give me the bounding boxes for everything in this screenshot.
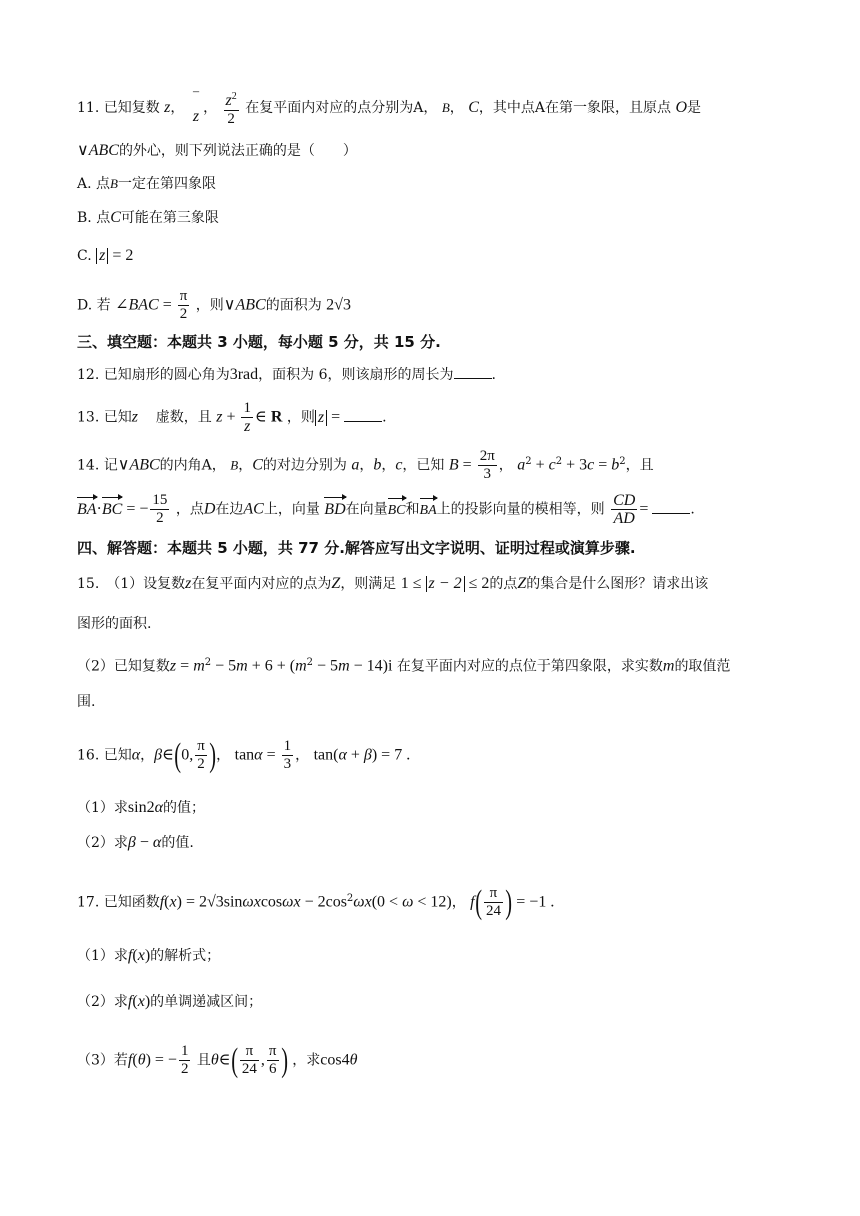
q12: 12. 已知扇形的圆心角为3rad，面积为 6，则该扇形的周长为 . [77, 366, 496, 383]
q15-part2-line2: 围. [77, 694, 96, 710]
q11-option-b: B. 点C可能在第三象限 [77, 209, 219, 226]
q11-option-d: D. 若 ∠BAC = $\frac{\pi}{2}$ ，则∨ABC的面积为 2√3 [77, 288, 351, 322]
q14-line1: 14. 记∨ABC的内角A， B，C的对边分别为 a，b，c，已知 B = $\frac{2\pi}{3}$ ， $a^2 + c^2 + 3c = b^2$，且 [77, 448, 654, 482]
section-4-heading: 四、解答题：本题共 5 小题，共 77 分.解答应写出文字说明、证明过程或演算步骤. [77, 539, 636, 557]
q17-part1: （1）求f(x)的解析式； [77, 947, 221, 964]
q15-part1-line1: 15. （1）设复数z在复平面内对应的点为Z，则满足 1 ≤ z − 2 ≤ 2的点Z的集合是什么图形？请求出该 [77, 575, 709, 592]
q11-option-a: A. 点B一定在第四象限 [77, 176, 216, 192]
q13: 13. 已知z 虚数，且 z + $\frac{1}{z}$ ∈ R ，则 z = . [77, 400, 387, 435]
q15-part2-line1: （2）已知复数$z = m^2 - 5m + 6 + (m^2 - 5m - 14)i$ 在复平面内对应的点位于第四象限，求实数m的取值范 [77, 657, 731, 675]
q11-line1: 11. 已知复数 z， ‾ z ， $\frac{z^2}{2}$ 在复平面内对应的点分别为A， B， C，其中点A在第一象限，且原点 O是 [77, 88, 800, 128]
q17-part2: （2）求f(x)的单调递减区间； [77, 993, 263, 1010]
q14-line2: BA·BC = − $\frac{15}{2}$ ，点D在边AC上，向量 BD在向量BC和BA上的投影向量的模相等，则 $\frac{CD}{AD}$ = . [77, 492, 695, 527]
section-3-heading: 三、填空题：本题共 3 小题，每小题 5 分，共 15 分. [77, 333, 441, 351]
q16-stem: 16. 已知α，β∈(0, $\frac{\pi}{2}$ )， tanα = $\frac{1}{3}$ ， tan(α + β) = 7 . [77, 736, 411, 774]
q17-part3: （3）若f(θ) = − $\frac{1}{2}$ 且θ∈( $\frac{\pi}{24}$ , $\frac{\pi}{6}$ ) ，求cos4θ [77, 1041, 358, 1079]
q11-line2: ∨ABC的外心，则下列说法正确的是（ ） [77, 142, 357, 159]
q16-part2: （2）求β − α的值. [77, 834, 194, 851]
q15-part1-line2: 图形的面积. [77, 616, 152, 632]
q11-option-c: C. z = 2 [77, 247, 134, 264]
q16-part1: （1）求sin2α的值； [77, 799, 205, 816]
q17-stem: 17. 已知函数$f(x) = 2√3\sin\omega xcos\omega x - 2\cos^2\omega x(0 < \omega < 12)$， f( $\frac{\pi}{24}$ ) = −1 . [77, 883, 555, 921]
